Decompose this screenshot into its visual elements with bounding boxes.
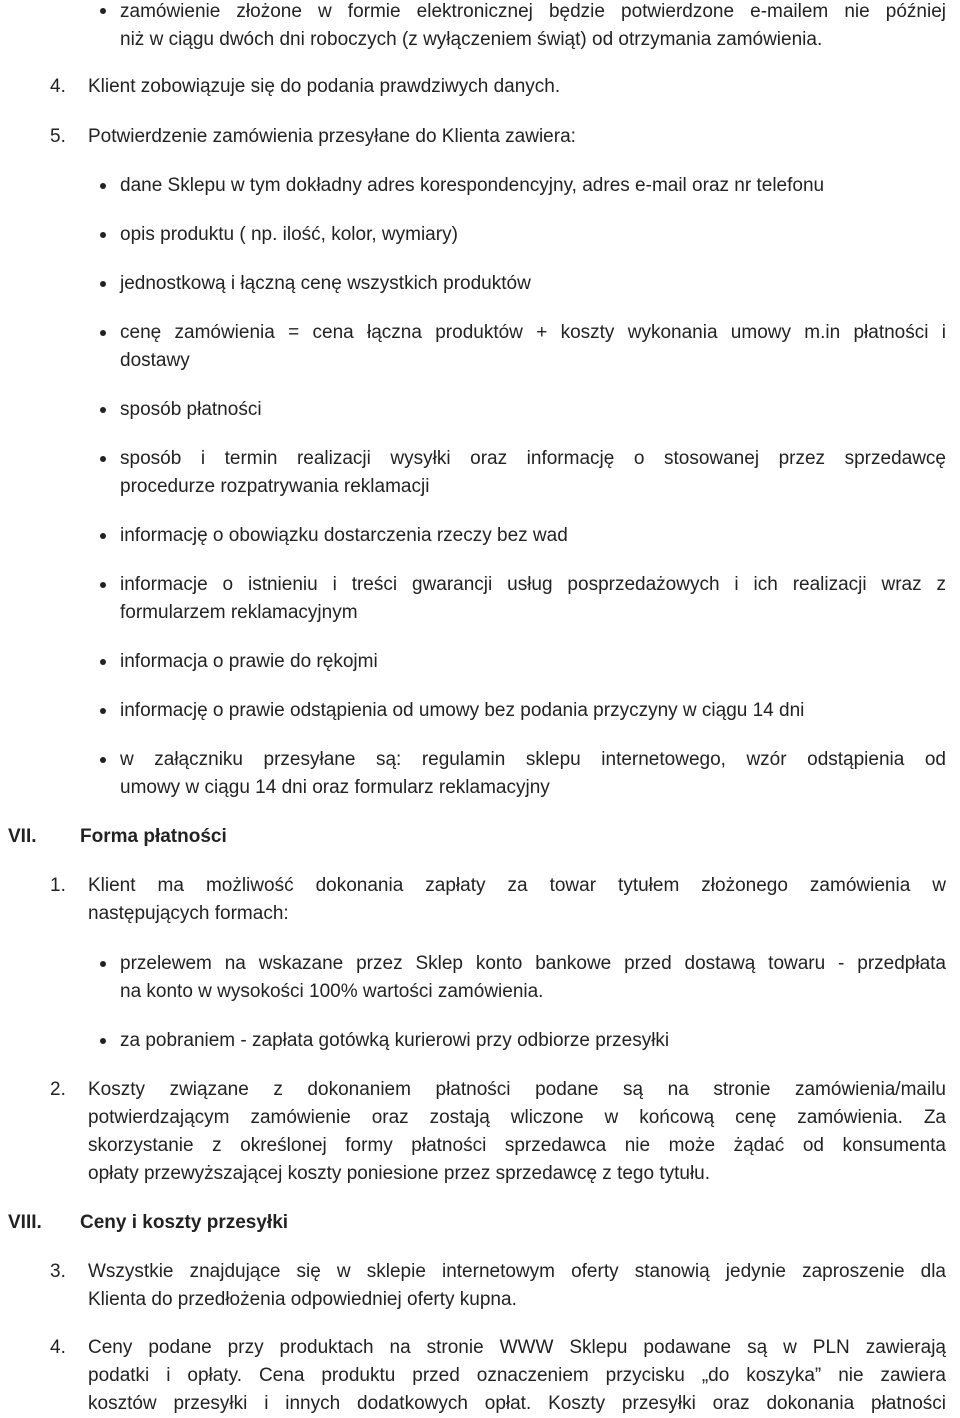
list-number: 1.	[50, 875, 66, 896]
list-item-text: za pobraniem - zapłata gotówką kurierowi przy odbiorze przesyłki	[120, 1030, 670, 1051]
paragraph-text: Wszystkie znajdujące się w sklepie internetowym oferty stanowią jedynie zaproszenie dla	[88, 1261, 946, 1282]
list-item-text: cenę zamówienia = cena łączna produktów + koszty wykonania umowy m.in płatności i	[120, 322, 946, 343]
bullet-icon	[100, 757, 106, 763]
list-item-text: Klient zobowiązuje się do podania prawdziwych danych.	[88, 76, 561, 97]
paragraph-text: następujących formach:	[88, 903, 289, 924]
paragraph-text: Ceny podane przy produktach na stronie WWW Sklepu podawane są w PLN zawierają	[88, 1337, 946, 1358]
list-item-text: w załączniku przesyłane są: regulamin sklepu internetowego, wzór odstąpienia od	[120, 749, 946, 770]
paragraph-text: Koszty związane z dokonaniem płatności podane są na stronie zamówienia/mailu	[88, 1079, 946, 1100]
list-item-text: informację o prawie odstąpienia od umowy bez podania przyczyny w ciągu 14 dni	[120, 700, 805, 721]
list-item-text: opis produktu ( np. ilość, kolor, wymiary)	[120, 224, 458, 245]
bullet-icon	[100, 330, 106, 336]
list-number: 5.	[50, 126, 66, 147]
paragraph-text: potwierdzającym zamówienie oraz zostają wliczone w końcową cenę zamówienia. Za	[88, 1107, 946, 1128]
paragraph-text: Klient ma możliwość dokonania zapłaty za towar tytułem złożonego zamówienia w	[88, 875, 946, 896]
paragraph-text: Klienta do przedłożenia odpowiedniej oferty kupna.	[88, 1289, 517, 1310]
section-title: Ceny i koszty przesyłki	[80, 1212, 289, 1233]
list-item-text: niż w ciągu dwóch dni roboczych (z wyłączeniem świąt) od otrzymania zamówienia.	[120, 29, 823, 50]
bullet-icon	[100, 232, 106, 238]
bullet-icon	[100, 281, 106, 287]
bullet-icon	[100, 582, 106, 588]
bullet-icon	[100, 659, 106, 665]
list-number: 4.	[50, 1337, 66, 1358]
list-item-text: sposób i termin realizacji wysyłki oraz informację o stosowanej przez sprzedawcę	[120, 448, 946, 469]
list-item-text: na konto w wysokości 100% wartości zamówienia.	[120, 981, 544, 1002]
paragraph-text: opłaty przewyższającej koszty poniesione przez sprzedawcę z tego tytułu.	[88, 1163, 711, 1184]
list-item-text: formularzem reklamacyjnym	[120, 602, 358, 623]
bullet-icon	[100, 708, 106, 714]
list-item-text: dostawy	[120, 350, 190, 371]
bullet-icon	[100, 961, 106, 967]
section-number: VIII.	[8, 1212, 42, 1233]
list-item-text: procedurze rozpatrywania reklamacji	[120, 476, 430, 497]
list-item-text: sposób płatności	[120, 399, 262, 420]
bullet-icon	[100, 1038, 106, 1044]
section-number: VII.	[8, 826, 37, 847]
bullet-icon	[100, 533, 106, 539]
list-number: 2.	[50, 1079, 66, 1100]
list-item-text: przelewem na wskazane przez Sklep konto bankowe przed dostawą towaru - przedpłata	[120, 953, 946, 974]
list-number: 4.	[50, 76, 66, 97]
list-number: 3.	[50, 1261, 66, 1282]
list-item-text: dane Sklepu w tym dokładny adres korespondencyjny, adres e-mail oraz nr telefonu	[120, 175, 825, 196]
bullet-icon	[100, 456, 106, 462]
section-title: Forma płatności	[80, 826, 227, 847]
paragraph-text: skorzystanie z określonej formy płatności sprzedawca nie może żądać od konsumenta	[88, 1135, 946, 1156]
paragraph-text: kosztów przesyłki i innych dodatkowych opłat. Koszty przesyłki oraz dokonania płatności	[88, 1393, 946, 1414]
list-item-text: jednostkową i łączną cenę wszystkich produktów	[120, 273, 531, 294]
list-item-text: informacja o prawie do rękojmi	[120, 651, 378, 672]
paragraph-text: podatki i opłaty. Cena produktu przed oznaczeniem przycisku „do koszyka” nie zawiera	[88, 1365, 946, 1386]
bullet-icon	[100, 8, 106, 14]
list-item-text: zamówienie złożone w formie elektronicznej będzie potwierdzone e-mailem nie później	[120, 1, 946, 22]
list-item-text: informację o obowiązku dostarczenia rzeczy bez wad	[120, 525, 568, 546]
list-item-text: umowy w ciągu 14 dni oraz formularz reklamacyjny	[120, 777, 550, 798]
bullet-icon	[100, 183, 106, 189]
list-item-text: informacje o istnieniu i treści gwarancji usług posprzedażowych i ich realizacji wraz z	[120, 574, 946, 595]
list-item-text: Potwierdzenie zamówienia przesyłane do Klienta zawiera:	[88, 126, 576, 147]
bullet-icon	[100, 407, 106, 413]
